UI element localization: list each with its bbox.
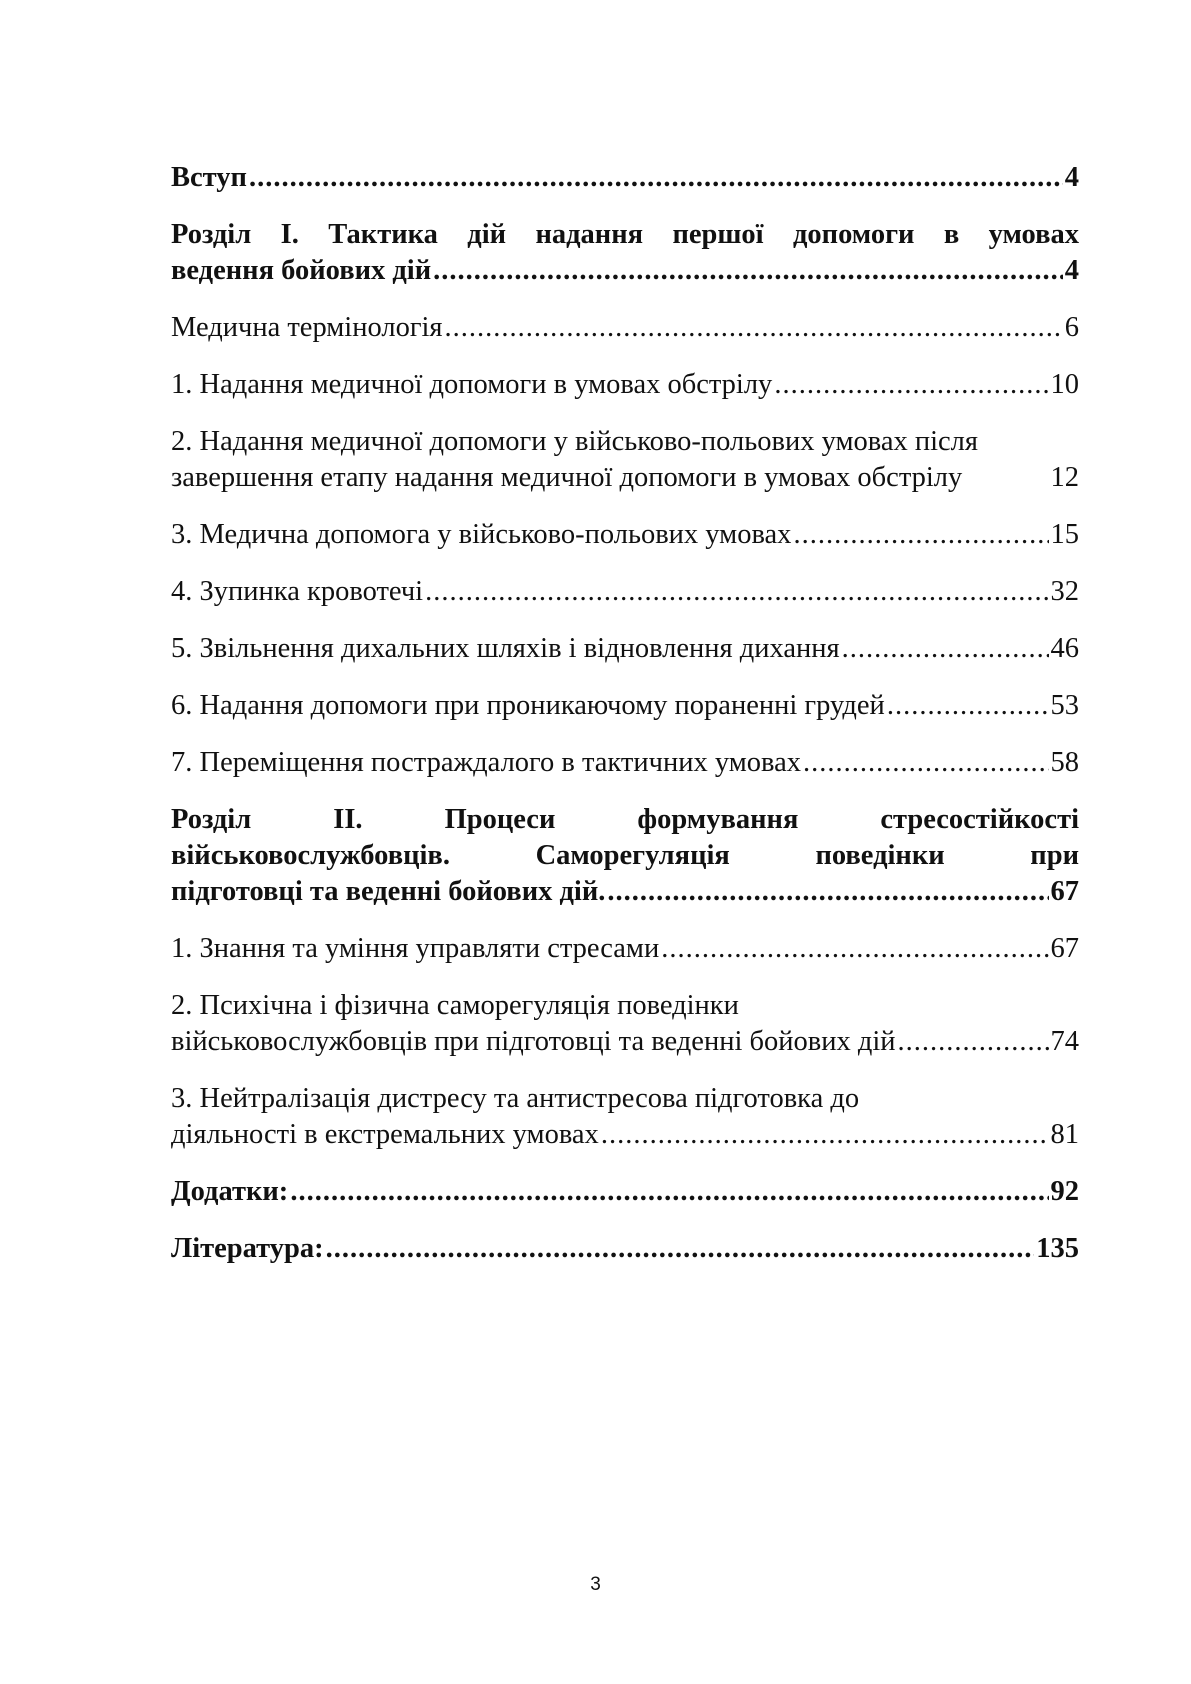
toc-entry-title: 5. Звільнення дихальних шляхів і відновлення дихання (171, 633, 840, 664)
toc-dot-leader (898, 1024, 1049, 1060)
toc-entry (171, 517, 1079, 553)
toc-entry-title: 4. Зупинка кровотечі (171, 576, 424, 607)
toc-entry-line: 2. Надання медичної допомоги у військово-польових умовах після (171, 426, 979, 457)
toc-entry-line (171, 574, 1079, 610)
toc-entry-line: 3. Нейтралізація дистресу та антистресова підготовка до (171, 1083, 860, 1114)
toc-page-number: 15 (1050, 519, 1079, 550)
toc-dot-leader (249, 160, 1063, 196)
toc-entry-line (171, 1024, 1079, 1060)
toc-entry-line (171, 310, 1079, 346)
toc-entry (171, 631, 1079, 667)
toc-page-number: 4 (1064, 255, 1079, 286)
toc-dot-leader (601, 1117, 1049, 1153)
toc-entry (171, 1231, 1079, 1267)
toc-page-number: 67 (1050, 933, 1079, 964)
toc-dot-leader (290, 1174, 1048, 1210)
toc-entry-title: Медична термінологія (171, 312, 443, 343)
toc-entry (171, 574, 1079, 610)
toc-entry (171, 802, 1079, 910)
toc-entry (171, 367, 1079, 403)
toc-entry (171, 310, 1079, 346)
toc-entry-line: військовослужбовців. Саморегуляція поведінки при (171, 840, 1079, 871)
toc-dot-leader (842, 631, 1049, 667)
toc-page-number: 92 (1050, 1176, 1079, 1207)
toc-dot-leader (803, 745, 1049, 781)
toc-dot-leader (887, 688, 1049, 724)
toc-dot-leader (425, 574, 1048, 610)
toc-entry-line (171, 253, 1079, 289)
table-of-contents (171, 160, 1079, 1288)
toc-entry-line (171, 874, 1079, 910)
toc-entry (171, 931, 1079, 967)
toc-entry (171, 988, 1079, 1060)
toc-entry-title: підготовці та веденні бойових дій. (171, 876, 606, 907)
toc-page-number: 58 (1050, 747, 1079, 778)
toc-page-number: 12 (1050, 462, 1079, 493)
toc-entry (171, 424, 1079, 496)
toc-page-number: 10 (1050, 369, 1079, 400)
toc-entry-line (171, 1174, 1079, 1210)
toc-entry-title: військовослужбовців при підготовці та веденні бойових дій (171, 1026, 896, 1057)
page-number: 3 (590, 1574, 601, 1595)
toc-entry (171, 688, 1079, 724)
toc-entry (171, 160, 1079, 196)
toc-page-number: 46 (1050, 633, 1079, 664)
toc-entry-line (171, 688, 1079, 724)
toc-entry-title: 1. Надання медичної допомоги в умовах обстрілу (171, 369, 773, 400)
toc-entry-line (171, 631, 1079, 667)
toc-entry-line (171, 745, 1079, 781)
toc-entry-line: 2. Психічна і фізична саморегуляція поведінки (171, 990, 739, 1021)
toc-dot-leader (607, 874, 1048, 910)
toc-dot-leader (326, 1231, 1035, 1267)
toc-entry-title: 7. Переміщення постраждалого в тактичних умовах (171, 747, 801, 778)
toc-dot-leader (774, 367, 1048, 403)
toc-entry-title: завершення етапу надання медичної допомоги в умовах обстрілу (171, 462, 963, 493)
toc-page-number: 81 (1050, 1119, 1079, 1150)
toc-page-number: 74 (1050, 1026, 1079, 1057)
toc-entry-line (171, 931, 1079, 967)
toc-entry (171, 217, 1079, 289)
toc-entry-title: Література: (171, 1233, 324, 1264)
toc-entry-title: діяльності в екстремальних умовах (171, 1119, 599, 1150)
toc-entry-title: ведення бойових дій (171, 255, 432, 286)
toc-entry-title: Вступ (171, 162, 247, 193)
toc-entry-line (171, 1231, 1079, 1267)
toc-entry-line (171, 367, 1079, 403)
toc-entry-line (171, 1117, 1079, 1153)
toc-entry-title: 6. Надання допомоги при проникаючому пораненні грудей (171, 690, 885, 721)
toc-entry (171, 745, 1079, 781)
toc-entry-title: 1. Знання та уміння управляти стресами (171, 933, 660, 964)
toc-dot-leader (793, 517, 1048, 553)
toc-page-number: 6 (1064, 312, 1079, 343)
toc-entry-line (171, 460, 1079, 496)
toc-dot-leader (661, 931, 1048, 967)
toc-entry-line: Розділ ІІ. Процеси формування стресостійкості (171, 804, 1079, 835)
toc-entry-line (171, 160, 1079, 196)
toc-entry (171, 1081, 1079, 1153)
toc-page-number: 53 (1050, 690, 1079, 721)
toc-page-number: 4 (1064, 162, 1079, 193)
toc-entry-title: Додатки: (171, 1176, 289, 1207)
toc-page-number: 135 (1036, 1233, 1079, 1264)
toc-dot-leader (433, 253, 1063, 289)
toc-entry (171, 1174, 1079, 1210)
toc-dot-leader (445, 310, 1063, 346)
toc-entry-line (171, 517, 1079, 553)
toc-page-number: 67 (1050, 876, 1079, 907)
toc-entry-title: 3. Медична допомога у військово-польових умовах (171, 519, 792, 550)
toc-entry-line: Розділ І. Тактика дій надання першої допомоги в умовах (171, 219, 1079, 250)
toc-page-number: 32 (1050, 576, 1079, 607)
